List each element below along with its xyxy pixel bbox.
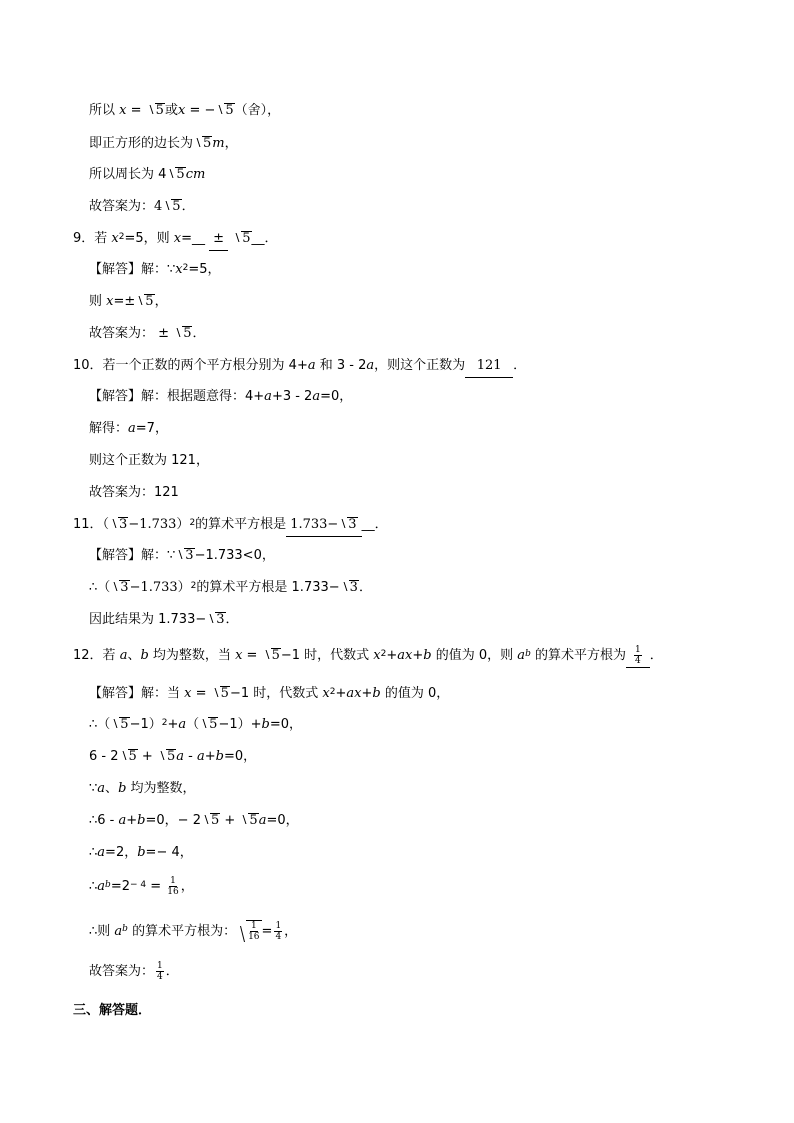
question-11: 11．（ 3−1.733）$^2$的算术平方根是 1.733− 3 __． xyxy=(73,514,388,536)
text-line: 故答案为：4 5． xyxy=(89,196,195,218)
answer-line: 【解答】解：$\because x^2=5$， xyxy=(89,262,221,277)
answer-line: 6 - 2 5 + 5a - a+b=0， xyxy=(89,746,256,768)
answer-line: $\therefore a^b=2^{- 4}$ = $\frac{1}{16}$ ， xyxy=(89,876,194,897)
answer-line: ∴（ 5−1）$^2$+a（ 5−1）+b=0， xyxy=(89,714,302,736)
answer-line: 【解答】解：根据题意得：4+a+3 - 2a=0， xyxy=(89,389,353,404)
answer-line: 因此结果为 1.733− 3． xyxy=(89,609,239,631)
answer-line: ∴则 $a^b$ 的算术平方根为： $\frac{1}{16}$ = $\frac{1}{4}$ ， xyxy=(89,921,298,942)
answer-line: ∴a=2，b=− 4， xyxy=(89,845,193,860)
answer-line: ∴（ 3−1.733）$^2$的算术平方根是 1.733− 3． xyxy=(89,577,372,599)
answer-line: ∵a、b 均为整数， xyxy=(89,781,196,796)
question-12: 12．若 a、b 均为整数，当 x = 5−1 时，代数式 $x^2+ax+b$ 的值为 0，则 $a^b$ 的算术平方根为 $\frac{1}{4}$ ． xyxy=(73,645,663,666)
answer-line: 解得：a=7， xyxy=(89,421,168,436)
answer-line: 则这个正数为 121， xyxy=(89,453,209,468)
answer-line: 故答案为：121 xyxy=(89,485,179,500)
answer-line: 【解答】解：∵ 3−1.733<0， xyxy=(89,545,275,567)
answer-line: 故答案为： ± 5． xyxy=(89,323,205,345)
question-10: 10．若一个正数的两个平方根分别为 4+a 和 3 - 2a，则这个正数为 121 ． xyxy=(73,355,526,377)
answer-line: 【解答】解：当 x = 5−1 时，代数式 $x^2+ax+b$ 的值为 0， xyxy=(89,683,449,705)
text-line: 所以 x = 5或x = − 5（舍）， xyxy=(89,100,280,122)
section-heading: 三、解答题． xyxy=(73,1003,152,1018)
answer-line: 故答案为： $\frac{1}{4}$ ． xyxy=(89,961,179,982)
answer-line: ∴6 - a+b=0，− 2 5 + 5a=0， xyxy=(89,810,299,832)
text-line: 所以周长为 4 5cm xyxy=(89,164,205,186)
question-9: 9．若 $x^2=5$，则 x=__ ± 5__． xyxy=(73,228,278,250)
answer-line: 则 x=± 5， xyxy=(89,291,168,313)
text-line: 即正方形的边长为 5m， xyxy=(89,133,238,155)
